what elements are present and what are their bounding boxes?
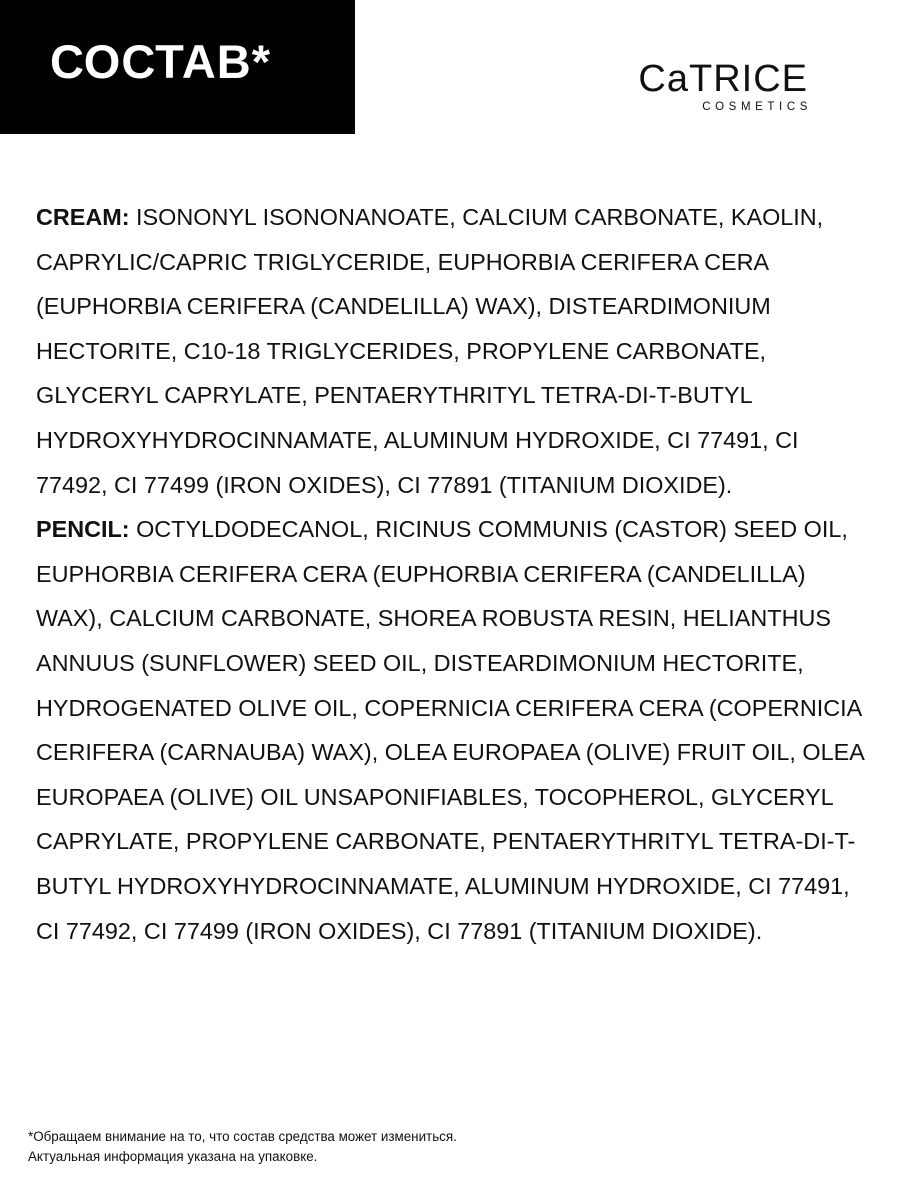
disclaimer-note bbox=[28, 1127, 888, 1167]
page-title: СОСТАВ* bbox=[50, 35, 272, 88]
ingredients-list bbox=[36, 195, 866, 953]
brand-logo bbox=[598, 58, 812, 113]
pencil-text: OCTYLDODECANOL, RICINUS COMMUNIS (CASTOR) SEED OIL, EUPHORBIA CERIFERA CERA (EUPHORBIA CERIFERA (CANDELILLA) WAX), CALCIUM CARBONATE, SHOREA ROBUSTA RESIN, HELIANTHUS ANNUUS (SUNFLOWER) SEED OIL, DISTEARDIMONIUM HECTORITE, HYDROGENATED OLIVE OIL, COPERNICIA CERIFERA CERA (COPERNICIA CERIFERA (CARNAUBA) WAX), OLEA EUROPAEA (OLIVE) FRUIT OIL, OLEA EUROPAEA (OLIVE) OIL UNSAPONIFIABLES, TOCOPHEROL, GLYCERYL CAPRYLATE, PROPYLENE CARBONATE, PENTAERYTHRITYL TETRA-DI-T-BUTYL HYDROXYHYDROCINNAMATE, ALUMINUM HYDROXIDE, CI 77491, CI 77492, CI 77499 (IRON OXIDES), CI 77891 (TITANIUM DIOXIDE). bbox=[36, 516, 864, 944]
disclaimer-line-2: Актуальная информация указана на упаковке. bbox=[28, 1149, 318, 1164]
cream-text: ISONONYL ISONONANOATE, CALCIUM CARBONATE, KAOLIN, CAPRYLIC/CAPRIC TRIGLYCERIDE, EUPHORBIA CERIFERA CERA (EUPHORBIA CERIFERA (CANDELILLA) WAX), DISTEARDIMONIUM HECTORITE, C10-18 TRIGLYCERIDES, PROPYLENE CARBONATE, GLYCERYL CAPRYLATE, PENTAERYTHRITYL TETRA-DI-T-BUTYL HYDROXYHYDROCINNAMATE, ALUMINUM HYDROXIDE, CI 77491, CI 77492, CI 77499 (IRON OXIDES), CI 77891 (TITANIUM DIOXIDE). bbox=[36, 204, 824, 498]
disclaimer-line-1: *Обращаем внимание на то, что состав средства может измениться. bbox=[28, 1129, 457, 1144]
cream-ingredients bbox=[36, 195, 866, 507]
logo-wordmark: CaTRICE bbox=[638, 58, 808, 100]
logo-tagline: COSMETICS bbox=[702, 101, 812, 113]
pencil-label: PENCIL: bbox=[36, 516, 130, 543]
title-banner bbox=[0, 0, 355, 134]
pencil-ingredients bbox=[36, 507, 866, 953]
cream-label: CREAM: bbox=[36, 204, 130, 230]
